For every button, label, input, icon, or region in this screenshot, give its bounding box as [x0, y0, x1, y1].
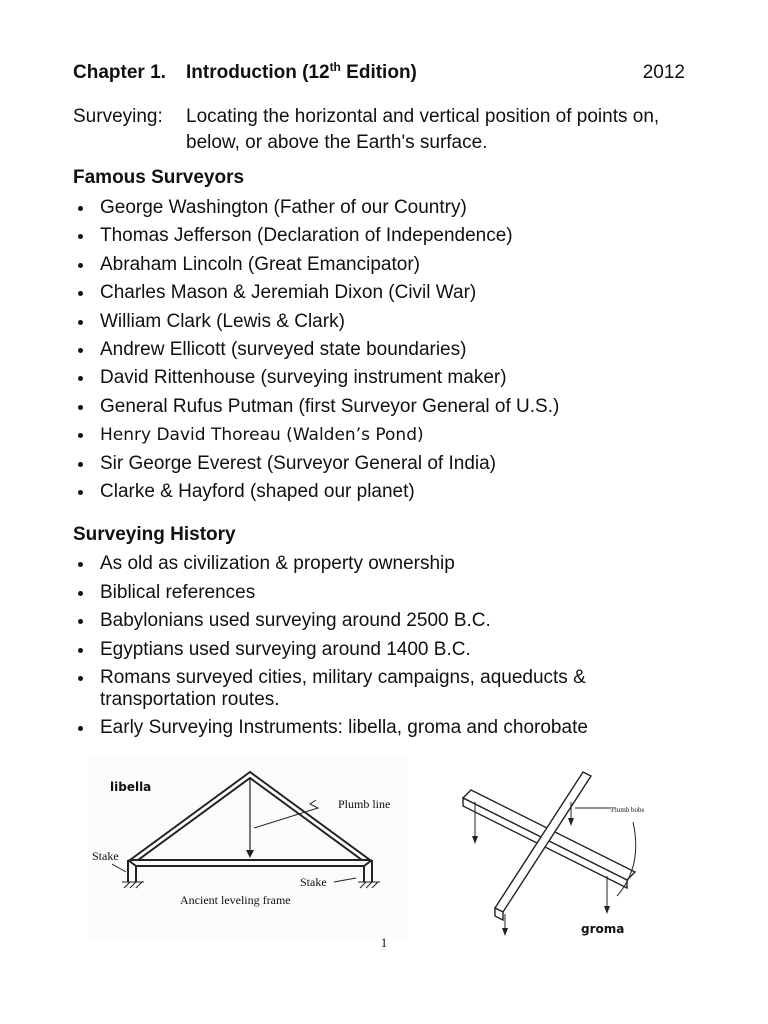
- list-item: Abraham Lincoln (Great Emancipator): [73, 251, 693, 279]
- list-item: Thomas Jefferson (Declaration of Independence): [73, 222, 693, 250]
- libella-label: libella: [110, 780, 152, 794]
- chapter-year: 2012: [642, 62, 685, 83]
- list-item: As old as civilization & property ownership: [73, 550, 693, 579]
- stake-left-label: Stake: [92, 849, 119, 863]
- groma-figure: [455, 756, 655, 946]
- chapter-title-superscript: th: [329, 60, 341, 74]
- page-number: 1: [380, 935, 388, 950]
- chapter-title: [186, 62, 417, 84]
- surveying-history-list: [73, 550, 693, 743]
- groma-label: groma: [581, 922, 625, 936]
- groma-cross: [463, 772, 635, 920]
- list-item: Romans surveyed cities, military campaigns, aqueducts & transportation routes.: [73, 664, 693, 714]
- list-item: General Rufus Putman (first Surveyor General of U.S.): [73, 393, 693, 421]
- famous-surveyors-heading: Famous Surveyors: [73, 167, 245, 188]
- list-item: Egyptians used surveying around 1400 B.C.: [73, 636, 693, 665]
- plumb-bobs-label: Plumb bobs: [611, 806, 645, 814]
- libella-caption: Ancient leveling frame: [180, 893, 291, 907]
- definition-text: Locating the horizontal and vertical position of points on, below, or above the Earth's surface.: [186, 106, 660, 153]
- chapter-title-end: Edition): [340, 62, 417, 83]
- libella-figure: [88, 756, 408, 938]
- list-item: William Clark (Lewis & Clark): [73, 308, 693, 336]
- chapter-title-main: Introduction (12: [186, 62, 330, 83]
- list-item-text: Henry David Thoreau (Walden’s Pond): [100, 425, 424, 446]
- surveying-history-heading: Surveying History: [73, 524, 236, 545]
- chapter-number: Chapter 1.: [73, 62, 166, 83]
- chapter-header: [73, 62, 685, 90]
- list-item: Andrew Ellicott (surveyed state boundaries): [73, 336, 693, 364]
- famous-surveyors-list: [73, 194, 693, 506]
- list-item: [73, 421, 693, 449]
- list-item: Biblical references: [73, 579, 693, 608]
- list-item: Charles Mason & Jeremiah Dixon (Civil War): [73, 279, 693, 307]
- plumb-line-label: Plumb line: [338, 797, 391, 811]
- definition-term: Surveying:: [73, 106, 163, 127]
- list-item: Sir George Everest (Surveyor General of India): [73, 450, 693, 478]
- list-item: George Washington (Father of our Country): [73, 194, 693, 222]
- stake-right-label: Stake: [300, 875, 327, 889]
- list-item: David Rittenhouse (surveying instrument maker): [73, 364, 693, 392]
- list-item: Early Surveying Instruments: libella, groma and chorobate: [73, 714, 693, 743]
- list-item: Babylonians used surveying around 2500 B.C.: [73, 607, 693, 636]
- list-item: Clarke & Hayford (shaped our planet): [73, 478, 693, 506]
